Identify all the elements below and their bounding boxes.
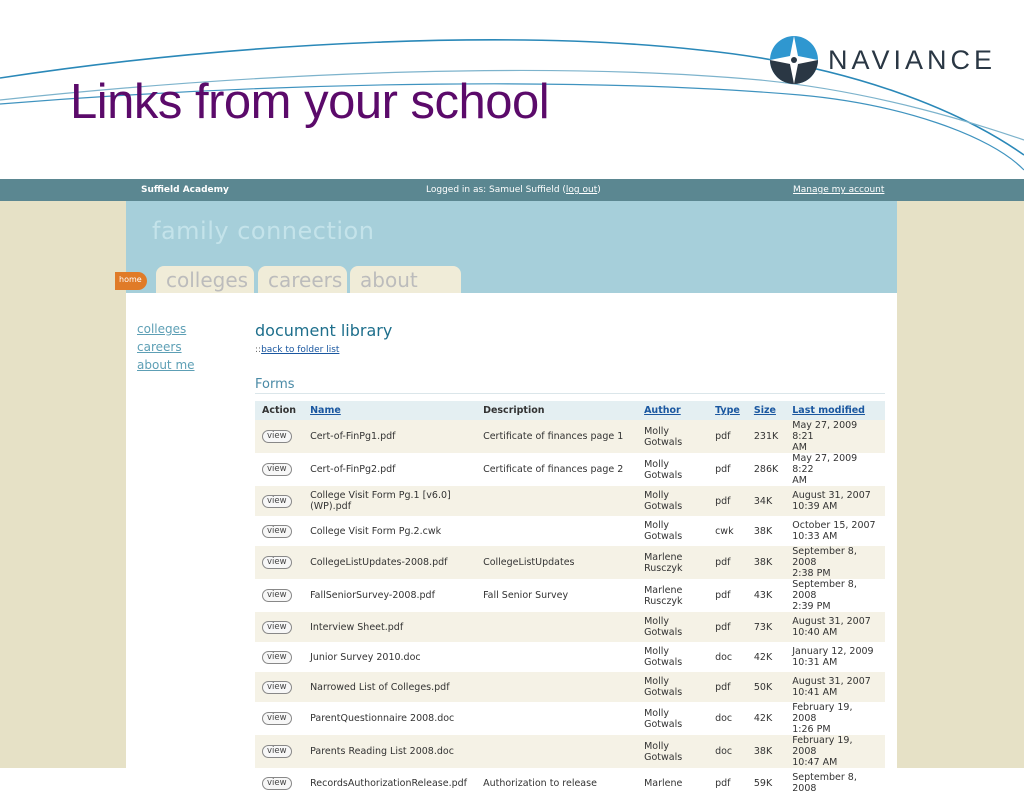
cell-document-name: [303, 642, 476, 672]
author-second-line: Gotwals: [644, 751, 683, 763]
site-title: family connection: [152, 217, 375, 245]
modified-time: 10:31 AM: [792, 657, 838, 668]
table-row: [255, 702, 885, 735]
document-description: CollegeListUpdates: [483, 557, 575, 568]
cell-last-modified: [785, 642, 885, 672]
column-header-type[interactable]: Type: [715, 405, 740, 416]
modified-date: February 19, 2008: [792, 735, 853, 757]
document-name: College Visit Form Pg.1 [v6.0] (WP).pdf: [310, 490, 451, 512]
document-description: Authorization to release: [483, 777, 597, 789]
cell-document-description: [476, 642, 637, 672]
document-name: Parents Reading List 2008.doc: [310, 746, 454, 757]
cell-last-modified: [785, 768, 885, 798]
cell-document-author: [637, 672, 708, 702]
document-type: pdf: [715, 621, 731, 633]
sidebar: [137, 320, 195, 374]
author-second-line: Gotwals: [644, 501, 683, 512]
column-header-action: Action: [262, 405, 297, 416]
cell-document-name: [303, 420, 476, 453]
view-button[interactable]: view: [262, 745, 292, 758]
cell-view-button: [255, 579, 303, 612]
cell-document-size: [747, 516, 785, 546]
section-divider: [255, 393, 885, 394]
sidebar-item-careers[interactable]: careers: [137, 340, 182, 354]
cell-document-author: [637, 579, 708, 612]
modified-time: AM: [792, 442, 807, 453]
top-bar: [0, 179, 1024, 201]
sidebar-item-about-me[interactable]: about me: [137, 358, 195, 372]
cell-document-type: [708, 735, 747, 768]
modified-time: 2:39 PM: [792, 601, 831, 612]
cell-last-modified: [785, 486, 885, 516]
cell-last-modified: [785, 546, 885, 579]
site-header: [126, 201, 897, 293]
modified-date: August 31, 2007: [792, 490, 871, 501]
author-second-line: Gotwals: [644, 469, 683, 481]
back-to-folder-list-link[interactable]: back to folder list: [261, 345, 340, 355]
cell-document-size: [747, 579, 785, 612]
table-header-row: [255, 401, 885, 420]
document-name: Junior Survey 2010.doc: [310, 651, 421, 663]
cell-document-type: [708, 486, 747, 516]
cell-document-author: [637, 516, 708, 546]
modified-time: 10:47 AM: [792, 757, 838, 768]
document-size: 50K: [753, 681, 773, 693]
cell-last-modified: [785, 420, 885, 453]
document-size: 43K: [753, 590, 773, 601]
breadcrumb: ::back to folder list: [255, 345, 340, 355]
cell-document-description: [476, 420, 637, 453]
modified-date: August 31, 2007: [792, 676, 871, 687]
view-button[interactable]: view: [262, 556, 292, 569]
document-size: 73K: [753, 621, 773, 633]
document-name: FallSeniorSurvey-2008.pdf: [310, 590, 435, 601]
view-button[interactable]: view: [262, 525, 292, 538]
cell-document-author: [637, 702, 708, 735]
cell-view-button: [255, 735, 303, 768]
cell-document-description: [476, 516, 637, 546]
logo-text: NAVIANCE: [828, 44, 997, 75]
cell-document-size: [747, 702, 785, 735]
view-button[interactable]: view: [262, 621, 292, 634]
cell-document-description: [476, 672, 637, 702]
cell-document-name: [303, 768, 476, 798]
modified-date: September 8, 2008: [792, 772, 857, 794]
modified-date: September 8, 2008: [792, 546, 857, 568]
author-second-line: Gotwals: [644, 687, 683, 698]
document-description: Fall Senior Survey: [483, 590, 569, 601]
column-header-description: Description: [483, 405, 545, 416]
cell-document-size: [747, 735, 785, 768]
cell-document-type: [708, 516, 747, 546]
document-type: pdf: [715, 590, 731, 601]
modified-date: August 31, 2007: [792, 616, 871, 627]
document-description: Certificate of finances page 1: [483, 431, 624, 442]
document-type: pdf: [715, 495, 731, 507]
cell-last-modified: [785, 516, 885, 546]
modified-date: September 8, 2008: [792, 579, 857, 601]
modified-time: AM: [792, 475, 807, 486]
cell-document-author: [637, 486, 708, 516]
document-name: Narrowed List of Colleges.pdf: [310, 681, 450, 693]
cell-document-name: [303, 702, 476, 735]
cell-last-modified: [785, 735, 885, 768]
document-table: [255, 401, 885, 798]
cell-document-type: [708, 612, 747, 642]
table-row: [255, 486, 885, 516]
modified-time: 10:39 AM: [792, 501, 838, 512]
cell-document-type: [708, 642, 747, 672]
document-size: 42K: [753, 651, 773, 663]
author-first-line: Molly: [644, 740, 669, 752]
screenshot: [0, 179, 1024, 794]
cell-document-name: [303, 612, 476, 642]
cell-document-author: [637, 453, 708, 486]
tab-colleges[interactable]: colleges: [156, 266, 254, 293]
cell-view-button: [255, 672, 303, 702]
author-first-line: Molly: [644, 646, 669, 657]
logged-in-status: Logged in as: Samuel Suffield (log out): [426, 185, 601, 195]
author-first-line: Marlene: [644, 551, 683, 563]
author-first-line: Molly: [644, 616, 669, 627]
table-row: [255, 735, 885, 768]
table-row: [255, 579, 885, 612]
cell-document-author: [637, 612, 708, 642]
table-row: [255, 546, 885, 579]
view-button[interactable]: view: [262, 463, 292, 476]
modified-date: October 15, 2007: [792, 520, 876, 531]
cell-document-name: [303, 672, 476, 702]
author-first-line: Marlene: [644, 777, 683, 789]
document-type: doc: [715, 651, 733, 663]
cell-document-size: [747, 672, 785, 702]
author-second-line: Gotwals: [644, 436, 683, 448]
document-name: RecordsAuthorizationRelease.pdf: [310, 777, 468, 789]
cell-document-name: [303, 735, 476, 768]
cell-last-modified: [785, 702, 885, 735]
cell-document-size: [747, 546, 785, 579]
cell-view-button: [255, 702, 303, 735]
modified-time: 10:40 AM: [792, 627, 838, 638]
view-button[interactable]: view: [262, 651, 292, 664]
document-size: 34K: [753, 495, 773, 507]
modified-time: 10:33 AM: [792, 531, 838, 542]
table-row: [255, 768, 885, 798]
document-size: 286K: [753, 464, 779, 475]
document-description: Certificate of finances page 2: [483, 464, 624, 475]
cell-last-modified: [785, 579, 885, 612]
document-type: doc: [715, 746, 733, 757]
slide-title: Links from your school: [70, 75, 550, 129]
author-first-line: Molly: [644, 425, 669, 437]
table-row: [255, 642, 885, 672]
cell-document-size: [747, 612, 785, 642]
author-second-line: Gotwals: [644, 657, 683, 668]
author-second-line: Gotwals: [644, 531, 683, 542]
modified-date: May 27, 2009 8:21: [792, 420, 858, 442]
author-second-line: Rusczyk: [644, 562, 683, 574]
modified-time: 1:26 PM: [792, 724, 831, 735]
view-button[interactable]: view: [262, 777, 292, 790]
cell-document-size: [747, 453, 785, 486]
cell-document-size: [747, 486, 785, 516]
modified-date: February 19, 2008: [792, 702, 853, 724]
document-type: doc: [715, 713, 733, 724]
tab-about-me[interactable]: about: [350, 266, 461, 293]
cell-document-description: [476, 612, 637, 642]
table-row: [255, 612, 885, 642]
view-button[interactable]: view: [262, 681, 292, 694]
document-name: ParentQuestionnaire 2008.doc: [310, 713, 455, 724]
table-row: [255, 420, 885, 453]
cell-document-author: [637, 735, 708, 768]
cell-document-size: [747, 768, 785, 798]
document-name: Cert-of-FinPg1.pdf: [310, 431, 396, 442]
cell-document-description: [476, 453, 637, 486]
document-type: pdf: [715, 777, 731, 789]
cell-view-button: [255, 546, 303, 579]
cell-document-type: [708, 702, 747, 735]
document-size: 231K: [753, 431, 779, 442]
view-button[interactable]: view: [262, 430, 292, 443]
cell-document-author: [637, 642, 708, 672]
document-size: 38K: [753, 557, 773, 568]
cell-view-button: [255, 642, 303, 672]
cell-document-name: [303, 486, 476, 516]
cell-view-button: [255, 486, 303, 516]
modified-date: May 27, 2009 8:22: [792, 453, 858, 475]
cell-view-button: [255, 516, 303, 546]
cell-document-type: [708, 546, 747, 579]
cell-document-name: [303, 453, 476, 486]
document-name: CollegeListUpdates-2008.pdf: [310, 557, 448, 568]
column-header-last-modified[interactable]: Last modified: [792, 405, 865, 416]
cell-view-button: [255, 420, 303, 453]
cell-document-description: [476, 486, 637, 516]
document-name: College Visit Form Pg.2.cwk: [310, 525, 442, 537]
page-title: document library: [255, 321, 393, 340]
cell-last-modified: [785, 612, 885, 642]
cell-view-button: [255, 612, 303, 642]
document-name: Interview Sheet.pdf: [310, 621, 404, 633]
cell-last-modified: [785, 672, 885, 702]
modified-date: January 12, 2009: [792, 646, 874, 657]
cell-document-author: [637, 420, 708, 453]
document-type: pdf: [715, 557, 731, 568]
column-header-name[interactable]: Name: [310, 405, 341, 416]
modified-time: 2:38 PM: [792, 568, 831, 579]
cell-document-size: [747, 420, 785, 453]
author-first-line: Marlene: [644, 584, 683, 596]
cell-document-description: [476, 579, 637, 612]
table-row: [255, 453, 885, 486]
author-first-line: Molly: [644, 520, 669, 531]
main-content: [126, 293, 897, 794]
table-row: [255, 672, 885, 702]
cell-view-button: [255, 453, 303, 486]
cell-document-author: [637, 546, 708, 579]
cell-last-modified: [785, 453, 885, 486]
document-size: 59K: [753, 777, 773, 789]
tab-careers[interactable]: careers: [258, 266, 347, 293]
cell-document-type: [708, 420, 747, 453]
document-size: 38K: [753, 746, 773, 757]
cell-document-type: [708, 579, 747, 612]
cell-document-author: [637, 768, 708, 798]
cell-document-description: [476, 735, 637, 768]
table-body: [255, 420, 885, 798]
column-header-size[interactable]: Size: [753, 405, 776, 416]
naviance-logo: [768, 34, 996, 86]
cell-document-description: [476, 702, 637, 735]
home-button[interactable]: home: [115, 272, 147, 290]
cell-document-type: [708, 768, 747, 798]
manage-account-link[interactable]: Manage my account: [793, 185, 885, 195]
cell-document-name: [303, 516, 476, 546]
document-type: pdf: [715, 464, 731, 475]
view-button[interactable]: view: [262, 589, 292, 602]
author-second-line: Gotwals: [644, 627, 683, 638]
author-first-line: Molly: [644, 707, 669, 719]
document-type: pdf: [715, 681, 731, 693]
compass-star-icon: [768, 34, 820, 86]
author-second-line: Rusczyk: [644, 595, 683, 607]
modified-time: 10:41 AM: [792, 687, 838, 698]
sidebar-item-colleges[interactable]: colleges: [137, 322, 187, 336]
cell-document-name: [303, 579, 476, 612]
cell-document-type: [708, 453, 747, 486]
section-title: Forms: [255, 377, 295, 392]
column-header-author[interactable]: Author: [644, 405, 681, 416]
logout-link[interactable]: log out: [565, 185, 598, 195]
document-size: 38K: [753, 525, 773, 537]
document-type: cwk: [715, 525, 734, 537]
cell-document-type: [708, 672, 747, 702]
document-type: pdf: [715, 431, 731, 442]
document-name: Cert-of-FinPg2.pdf: [310, 464, 396, 475]
cell-document-description: [476, 546, 637, 579]
cell-document-name: [303, 546, 476, 579]
cell-document-size: [747, 642, 785, 672]
view-button[interactable]: view: [262, 712, 292, 725]
view-button[interactable]: view: [262, 495, 292, 508]
cell-view-button: [255, 768, 303, 798]
table-row: [255, 516, 885, 546]
author-first-line: Molly: [644, 458, 669, 470]
cell-document-description: [476, 768, 637, 798]
school-name: Suffield Academy: [141, 185, 229, 195]
author-first-line: Molly: [644, 490, 669, 501]
author-second-line: Gotwals: [644, 718, 683, 730]
author-first-line: Molly: [644, 676, 669, 687]
document-size: 42K: [753, 713, 773, 724]
